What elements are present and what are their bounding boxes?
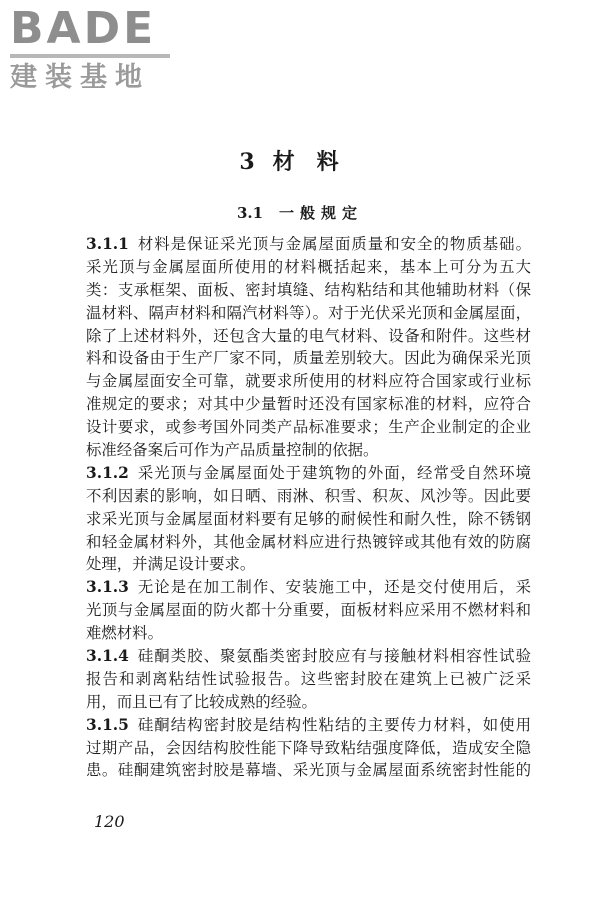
clause-number: 3.1.2 <box>86 463 129 482</box>
section-title <box>0 202 600 223</box>
section-number: 3.1 <box>236 204 264 222</box>
watermark-logo <box>10 3 175 94</box>
clause-line: 难燃材料。 <box>86 624 163 643</box>
clause-number: 3.1.1 <box>86 235 129 253</box>
clause-line: 设计要求，或参考国外同类产品标准要求；生产企业制定的企业 <box>86 418 531 437</box>
clause-3-1-5-line-1: 3.1.5 硅酮结构密封胶是结构性粘结的主要传力材料，如使用 <box>86 715 531 734</box>
watermark-cjk: 建装基地 <box>10 62 150 93</box>
clause-line: 温材料、隔声材料和隔汽材料等）。对于光伏采光顶和金属屋面， <box>86 303 531 322</box>
clause-line: 患。硅酮建筑密封胶是幕墙、采光顶与金属屋面系统密封性能的 <box>86 761 531 780</box>
section-name: 一般规定 <box>279 204 364 222</box>
chapter-name: 材料 <box>272 149 361 175</box>
clause-3-1-1-line-1: 3.1.1 材料是保证采光顶与金属屋面质量和安全的物质基础。 <box>86 235 531 253</box>
clause-line: 求采光顶与金属屋面材料要有足够的耐候性和耐久性，除不锈钢 <box>86 509 531 528</box>
clause-line: 不利因素的影响，如日晒、雨淋、积雪、积灰、风沙等。因此要 <box>86 486 531 505</box>
chapter-title <box>0 145 600 176</box>
clause-3-1-2-line-1: 3.1.2 采光顶与金属屋面处于建筑物的外面，经常受自然环境 <box>86 463 531 482</box>
clause-line: 报告和剥离粘结性试验报告。这些密封胶在建筑上已被广泛采 <box>86 669 531 688</box>
clause-number: 3.1.4 <box>86 647 129 666</box>
clause-line: 标准经备案后可作为产品质量控制的依据。 <box>86 441 379 460</box>
clause-line: 处理，并满足设计要求。 <box>86 555 256 574</box>
page-number: 120 <box>94 812 125 831</box>
clause-line: 和轻金属材料外，其他金属材料应进行热镀锌或其他有效的防腐 <box>86 532 531 551</box>
clause-line: 过期产品，会因结构胶性能下降导致粘结强度降低，造成安全隐 <box>86 738 531 757</box>
clause-line: 准规定的要求；对其中少量暂时还没有国家标准的材料，应符合 <box>86 395 531 414</box>
watermark-latin: BADE <box>10 3 157 54</box>
clause-3-1-4-line-1: 3.1.4 硅酮类胶、聚氨酯类密封胶应有与接触材料相容性试验 <box>86 647 531 666</box>
clause-line: 光顶与金属屋面的防火都十分重要，面板材料应采用不燃材料和 <box>86 601 531 620</box>
clause-line: 用，而且已有了比较成熟的经验。 <box>86 692 317 711</box>
clause-line: 与金属屋面安全可靠，就要求所使用的材料应符合国家或行业标 <box>86 372 531 391</box>
chapter-number: 3 <box>239 149 257 175</box>
clause-number: 3.1.3 <box>86 578 129 597</box>
watermark-divider <box>10 54 170 58</box>
clause-line: 采光顶与金属屋面所使用的材料概括起来，基本上可分为五大 <box>86 257 531 276</box>
clause-line: 类：支承框架、面板、密封填缝、结构粘结和其他辅助材料（保 <box>86 280 531 299</box>
clause-line: 料和设备由于生产厂家不同，质量差别较大。因此为确保采光顶 <box>86 349 531 368</box>
clause-number: 3.1.5 <box>86 715 129 734</box>
body-text <box>86 233 531 782</box>
clause-3-1-3-line-1: 3.1.3 无论是在加工制作、安装施工中，还是交付使用后，采 <box>86 578 531 597</box>
clause-line: 除了上述材料外，还包含大量的电气材料、设备和附件。这些材 <box>86 326 531 345</box>
